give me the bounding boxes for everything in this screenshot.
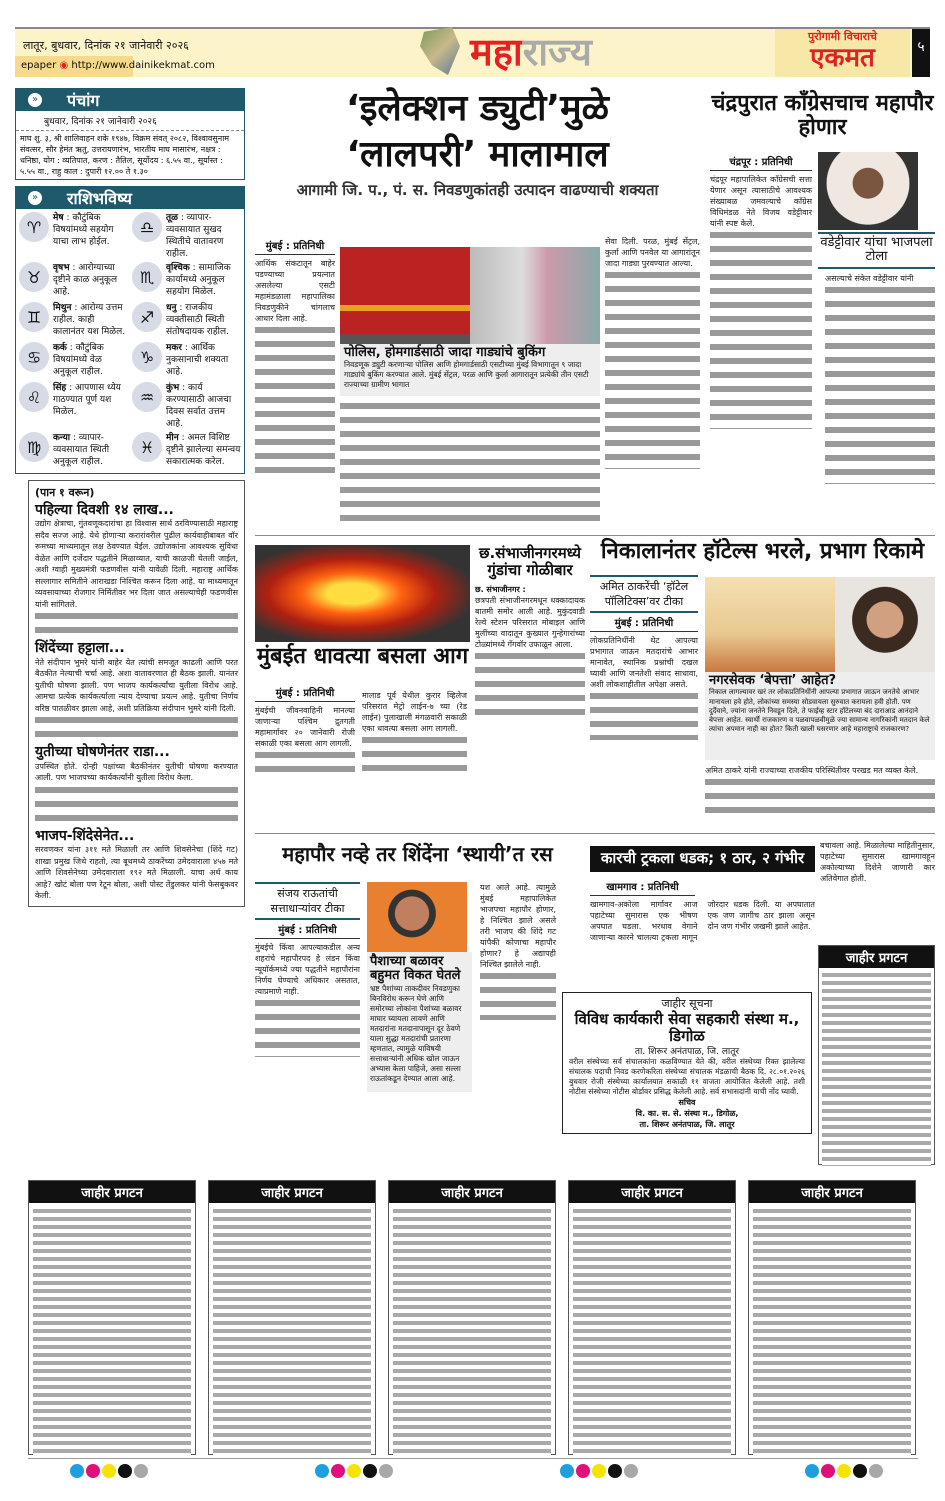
accident-headline: कारची ट्रकला धडक; १ ठार, २ गंभीर (590, 846, 815, 872)
chevron-down-icon: » (28, 93, 42, 107)
public-ad: जाहीर प्रगटन (818, 945, 935, 1165)
rashi-item: ♈ मेष : कौटुंबिक विषयांमध्ये सहयोग याचा लाभ होईल. (19, 212, 128, 260)
photo-caption-box: पोलिस, होमगार्डसाठी जादा गाड्यांचे बुकिंग निवडणूक ड्युटी करणाऱ्या पोलिस आणि होमगार्डसाठी एसटीच्या मुंबई विभागातून ९ जादा गाड्यांचे बुकिंग करण्यात आले. मुंबई सेंट्रल, परळ आणि कुर्ला आगारातून प्रत्येकी तीन एसटी राज्याच्या ग्रामीण भागात (340, 344, 600, 396)
public-ad: जाहीर प्रगटन (568, 1180, 736, 1455)
print-dot-icon (805, 1464, 819, 1478)
continued-section: शिंदेंच्या हट्टाला... नेते संदीपान भुमरे यांनी बाहेर येत त्यांची समजूत काढली आणि परत बैठकीत नेल्याची चर्चा आहे. अशा वातावरणात ही बैठक झाली. यानंतर युतीची घोषणा झाली. पण भाजप कार्यकर्त्यांचा युतीला विरोध आहे. आमचा प्रत्येक कार्यकर्त्याला न्याय देण्याचा प्रयत्न आहे. युतीचा निर्णय वरिष्ठ पातळीवर झाला आहे, अशी प्रतिक्रिया संदीपान भुमरे यांनी दिली. (35, 641, 238, 742)
rashi-item: ♉ वृषभ : आरोग्याच्या दृष्टीने काळ अनुकूल आहे. (19, 262, 128, 300)
raut-headline: महापौर नव्हे तर शिंदेंना ‘स्थायी’त रस (282, 842, 553, 866)
print-dot-icon (315, 1464, 329, 1478)
hotels-headline: निकालानंतर हॉटेल्स भरले, प्रभाग रिकामे (600, 539, 925, 564)
masthead (15, 27, 930, 77)
zodiac-icon: ♐ (132, 302, 162, 332)
public-ad: जाहीर प्रगटन (28, 1180, 196, 1455)
sambhajinagar-headline: छ.संभाजीनगरमध्ये गुंडांचा गोळीबार (478, 544, 581, 579)
bus-fire-photo (255, 545, 470, 642)
rashi-item: ♐ धनु : राजकीय व्यक्तीसाठी स्थिती संतोषदायक राहील. (132, 302, 241, 340)
cooperative-notice: जाहीर सूचना विविध कार्यकारी सेवा सहकारी संस्था म., डिगोळ ता. शिरूर अनंतपाळ, जि. लातूर वरील संस्थेच्या सर्व संचालकांना कळविण्यात येते की, वरील संस्थेच्या रिक्त झालेल्या संचालक पदाची निवड करणेकरिता संस्थेच्या संचालक मंडळाची बैठक दि. २८.०१.२०२६ बुधवार रोजी संस्थेच्या कार्यालयात सकाळी ११ वाजता आयोजित केलेली आहे. तशी नोटीस संस्थेच्या नोटीस बोर्डावर प्रसिद्ध केलेली आहे. सर्व सभासदांनी याची नोंद घ्यावी. सचिव वि. का. स. से. संस्था म., डिगोळ, ता. शिरूर अनंतपाळ, जि. लातूर (562, 992, 812, 1134)
rashi-item: ♏ वृश्चिक : सामाजिक कार्यामध्ये अनुकूल सहयोग मिळेल. (132, 262, 241, 300)
divider (255, 833, 935, 834)
public-ad: जाहीर प्रगटन (208, 1180, 376, 1455)
fire-headline: मुंबईत धावत्या बसला आग (256, 644, 469, 669)
print-dot-icon (118, 1464, 132, 1478)
print-dot-icon (821, 1464, 835, 1478)
zodiac-icon: ♎ (132, 212, 162, 242)
zodiac-icon: ♌ (19, 382, 49, 412)
hotels-box: नगरसेवक ‘बेपत्ता’ आहेत? निकाल लागल्यावर खरं तर लोकप्रतिनिधींनी आपल्या प्रभागात जाऊन जनतेचे आभार मानायला हवे होते, लोकांच्या समस्या सोडवायला सुरुवात करायला हवी होती. पण दुर्दैवाने, ज्यांना जनतेने निवडून दिले, ते फाईव्ह स्टार हॉटेलच्या बंद दाराआड आनंदाने बेपत्ता आहेत. स्वार्थी राजकारण व पळवापळवीमुळे ज्या सामान्य नागरिकांनी मतदान केले त्यांचा अपमान नाही का होत? किती खाली घसरणार आहे महाराष्ट्राचे राजकारण? (705, 672, 935, 760)
rashi-item: ♋ कर्क : कौटुंबिक विषयांमध्ये वेळ अनुकूल राहील. (19, 342, 128, 380)
chandrapur-headline: चंद्रपुरात काँग्रेसचाच महापौर होणार (711, 91, 934, 141)
photo-caption: वडेट्टीवार यांचा भाजपला टोला (818, 232, 935, 269)
brand-logo: एकमत (810, 43, 875, 73)
zodiac-icon: ♓ (132, 432, 162, 462)
lead-head-block (255, 86, 700, 200)
zodiac-icon: ♑ (132, 342, 162, 372)
lead-headline: ‘इलेक्शन ड्युटी’मुळे ‘लालपरी’ मालामाल (346, 88, 609, 175)
print-dot-icon (837, 1464, 851, 1478)
print-dot-icon (86, 1464, 100, 1478)
color-registration-marks (70, 1463, 150, 1482)
divider (28, 1458, 918, 1459)
rashi-item: ♑ मकर : आर्थिक नुकसानाची शक्यता आहे. (132, 342, 241, 380)
raut-box: पैशाच्या बळावर बहुमत विकत घेतले भ्रष्ट पैशांच्या ताकदीवर निवडणुका बिनविरोध करून घेणे आणि समोरच्या लोकांना पैशांच्या बळावर माघार घ्यायला लावणे आणि मतदारांना मतदानापासून दूर ठेवणे याला सुद्धा मतदारांची प्रतारणा म्हणतात, त्यामुळे याविषयी सत्ताधाऱ्यांनी अधिक खोल जाऊन अभ्यास केला पाहिजे, असा सल्ला राऊतांकडून देण्यात आला आहे. (367, 952, 472, 1092)
color-registration-marks (805, 1463, 885, 1482)
print-dot-icon (592, 1464, 606, 1478)
print-dot-icon (379, 1464, 393, 1478)
print-dot-icon (560, 1464, 574, 1478)
raut-photo (367, 882, 467, 952)
color-registration-marks (560, 1463, 640, 1482)
color-registration-marks (315, 1463, 395, 1482)
continued-box: (पान १ वरून) पहिल्या दिवशी १४ लाख... उद्योग क्षेत्राचा, गुंतवणूकदारांचा हा विश्वास सार्थ ठरविण्यासाठी महाराष्ट्र सदैव सज्ज आहे. येथे होणाऱ्या करारांवरील पुढील कार्यवाहीबाबत वॉर रूमच्या माध्यमातून लक्ष ठेवण्यात येईल. उद्योजकांना आवश्यक सुविधा वेळेत आणि दर्जेदार पद्धतीने मिळाव्यात, याची काळजी घेतली जाईल, अशी ग्वाही मुख्यमंत्री फडणवीस यांनी यावेळी दिली. महाराष्ट्र आर्थिक सल्लागार समितीने आराखडा निश्चित करून दिला आहे. या माध्यमातून व्यवसायाच्या रोजगार निर्मितीवर भर दिला जात असल्याचेही फडणवीस यांनी सांगितले. शिंदेंच्या हट्टाला... नेते संदीपान भुमरे यांनी बाहेर येत त्यांची समजूत काढली आणि परत बैठकीत नेल्याची चर्चा आहे. अशा वातावरणात ही बैठक झाली. यानंतर युतीची घोषणा झाली. पण भाजप कार्यकर्त्यांचा युतीला विरोध आहे. आमचा प्रत्येक कार्यकर्त्याला न्याय देण्याचा प्रयत्न आहे. युतीचा निर्णय वरिष्ठ पातळीवर झाला आहे, अशी प्रतिक्रिया संदीपान भुमरे यांनी दिली. युतीच्या घोषणेनंतर राडा... उपस्थित होते. दोन्ही पक्षांच्या बैठकीनंतर युतीची घोषणा करण्यात आली. पण भाजपच्या कार्यकर्त्यांनी युतीला विरोध केला. भाजप-शिंदेसेनेत... सरवणकर यांना ३११ मते मिळाली तर आणि शिवसेनेचा (शिंदे गट) शाखा प्रमुख जिथे राहतो, त्या बूथमध्ये ठाकरेंच्या उमेदवाराला ४५७ मते आणि शिवसेनेच्या उमेदवाराला १९२ मते मिळाली. याचा अर्थ काय आहे? खोटं बोला पण रेटून बोला, अशी पोस्ट तेंडुलकर यांनी फेसबुकवर केली. (28, 480, 245, 907)
divider (255, 535, 935, 536)
chevron-down-icon: » (28, 191, 42, 205)
zodiac-icon: ♈ (19, 212, 49, 242)
print-dot-icon (331, 1464, 345, 1478)
print-dot-icon (347, 1464, 361, 1478)
brand-box: पुरोगामी विचाराचे एकमत (775, 29, 910, 77)
zodiac-icon: ♉ (19, 262, 49, 292)
epaper-link[interactable]: epaper ◉ http://www.dainikekmat.com (15, 56, 133, 77)
maharashtra-map-logo (420, 27, 460, 75)
print-dot-icon (853, 1464, 867, 1478)
left-column (15, 88, 245, 907)
rashi-box: » राशिभविष्य ♈ मेष : कौटुंबिक विषयांमध्ये सहयोग याचा लाभ होईल. ♎ तूळ : व्यापार-व्यवसायात सुखद स्थितीचे वातावरण राहील. ♉ वृषभ : आरोग्याच्या दृष्टीने काळ अनुकूल आहे. ♏ वृश्चिक : सामाजिक कार्यामध्ये अनुकूल सहयोग मिळेल. ♊ मिथुन : आरोग्य उत्तम राहील. काही कालानंतर यश मिळेल. ♐ धनु : राजकीय व्यक्तीसाठी स्थिती संतोषदायक राहील. ♋ कर्क : कौटुंबिक विषयांमध्ये वेळ अनुकूल राहील. ♑ मकर : आर्थिक नुकसानाची शक्यता आहे. ♌ सिंह : आपणास ध्येय गाठण्यात पूर्ण यश मिळेल. ♒ कुंभ : कार्य करण्यासाठी आजचा दिवस सर्वात उत्तम आहे. ♍ कन्या : व्यापार-व्यवसायात स्थिती अनुकूल राहील. ♓ मीन : अमल विशिष्ट दृष्टीने झालेल्या समन्वय सकारात्मक करेल. (15, 186, 245, 474)
zodiac-icon: ♊ (19, 302, 49, 332)
continued-section: युतीच्या घोषणेनंतर राडा... उपस्थित होते. दोन्ही पक्षांच्या बैठकीनंतर युतीची घोषणा करण्यात आली. पण भाजपच्या कार्यकर्त्यांनी युतीला विरोध केला. (35, 745, 238, 825)
public-ad: जाहीर प्रगटन (748, 1180, 916, 1455)
zodiac-icon: ♏ (132, 262, 162, 292)
print-dot-icon (869, 1464, 883, 1478)
public-ad: जाहीर प्रगटन (388, 1180, 556, 1455)
zodiac-icon: ♒ (132, 382, 162, 412)
rashi-item: ♒ कुंभ : कार्य करण्यासाठी आजचा दिवस सर्वात उत्तम आहे. (132, 382, 241, 430)
search-icon: ◉ (59, 60, 69, 71)
page-number: ५ (912, 29, 930, 77)
vadettiwar-photo (818, 152, 918, 230)
section-title: महाराज्य (470, 30, 592, 74)
hotel-cartoon-photo (705, 577, 935, 672)
st-bus-photo (340, 247, 600, 344)
lead-subhead: आगामी जि. प., पं. स. निवडणुकांतही उत्पादन वाढण्याची शक्यता (296, 181, 659, 199)
panchang-box: » पंचांग बुधवार, दिनांक २१ जानेवारी २०२६ माघ शु. ३, श्री शालिवाहन शके १९४७, विक्रम संवत् २०८२, विश्वावसुनाम संवत्सर, सौर हेमंत ऋतु, उत्तरायणारंभ, भारतीय माघ मासारंभ, नक्षत्र : धनिष्ठा, योग : व्यतिपात, करण : तैतिल, सूर्योदय : ६.५५ वा., सूर्यास्त : ५.५५ वा., राहु काल : दुपारी १२.०० ते १.३० (15, 88, 245, 180)
zodiac-icon: ♋ (19, 342, 49, 372)
rashi-item: ♌ सिंह : आपणास ध्येय गाठण्यात पूर्ण यश मिळेल. (19, 382, 128, 430)
rashi-item: ♓ मीन : अमल विशिष्ट दृष्टीने झालेल्या समन्वय सकारात्मक करेल. (132, 432, 241, 470)
print-dot-icon (624, 1464, 638, 1478)
print-dot-icon (608, 1464, 622, 1478)
continued-section: पहिल्या दिवशी १४ लाख... उद्योग क्षेत्राचा, गुंतवणूकदारांचा हा विश्वास सार्थ ठरविण्यासाठी महाराष्ट्र सदैव सज्ज आहे. येथे होणाऱ्या करारांवरील पुढील कार्यवाहीबाबत वॉर रूमच्या माध्यमातून लक्ष ठेवण्यात येईल. उद्योजकांना आवश्यक सुविधा वेळेत आणि दर्जेदार पद्धतीने मिळाव्यात, याची काळजी घेतली जाईल, अशी ग्वाही मुख्यमंत्री फडणवीस यांनी यावेळी दिली. महाराष्ट्र आर्थिक सल्लागार समितीने आराखडा निश्चित करून दिला आहे. या माध्यमातून व्यवसायाच्या रोजगार निर्मितीवर भर दिला जात असल्याचेही फडणवीस यांनी सांगितले. (35, 503, 238, 638)
print-dot-icon (134, 1464, 148, 1478)
zodiac-icon: ♍ (19, 432, 49, 462)
rashi-item: ♎ तूळ : व्यापार-व्यवसायात सुखद स्थितीचे वातावरण राहील. (132, 212, 241, 260)
print-dot-icon (576, 1464, 590, 1478)
continued-section: भाजप-शिंदेसेनेत... सरवणकर यांना ३११ मते मिळाली तर आणि शिवसेनेचा (शिंदे गट) शाखा प्रमुख जिथे राहतो, त्या बूथमध्ये ठाकरेंच्या उमेदवाराला ४५७ मते आणि शिवसेनेच्या उमेदवाराला १९२ मते मिळाली. याचा अर्थ काय आहे? खोटं बोला पण रेटून बोला, अशी पोस्ट तेंडुलकर यांनी फेसबुकवर केली. (35, 827, 238, 901)
print-dot-icon (102, 1464, 116, 1478)
rashi-item: ♊ मिथुन : आरोग्य उत्तम राहील. काही कालानंतर यश मिळेल. (19, 302, 128, 340)
print-dot-icon (363, 1464, 377, 1478)
print-dot-icon (70, 1464, 84, 1478)
rashi-item: ♍ कन्या : व्यापार-व्यवसायात स्थिती अनुकूल राहील. (19, 432, 128, 470)
dateline: लातूर, बुधवार, दिनांक २१ जानेवारी २०२६ (23, 39, 189, 52)
